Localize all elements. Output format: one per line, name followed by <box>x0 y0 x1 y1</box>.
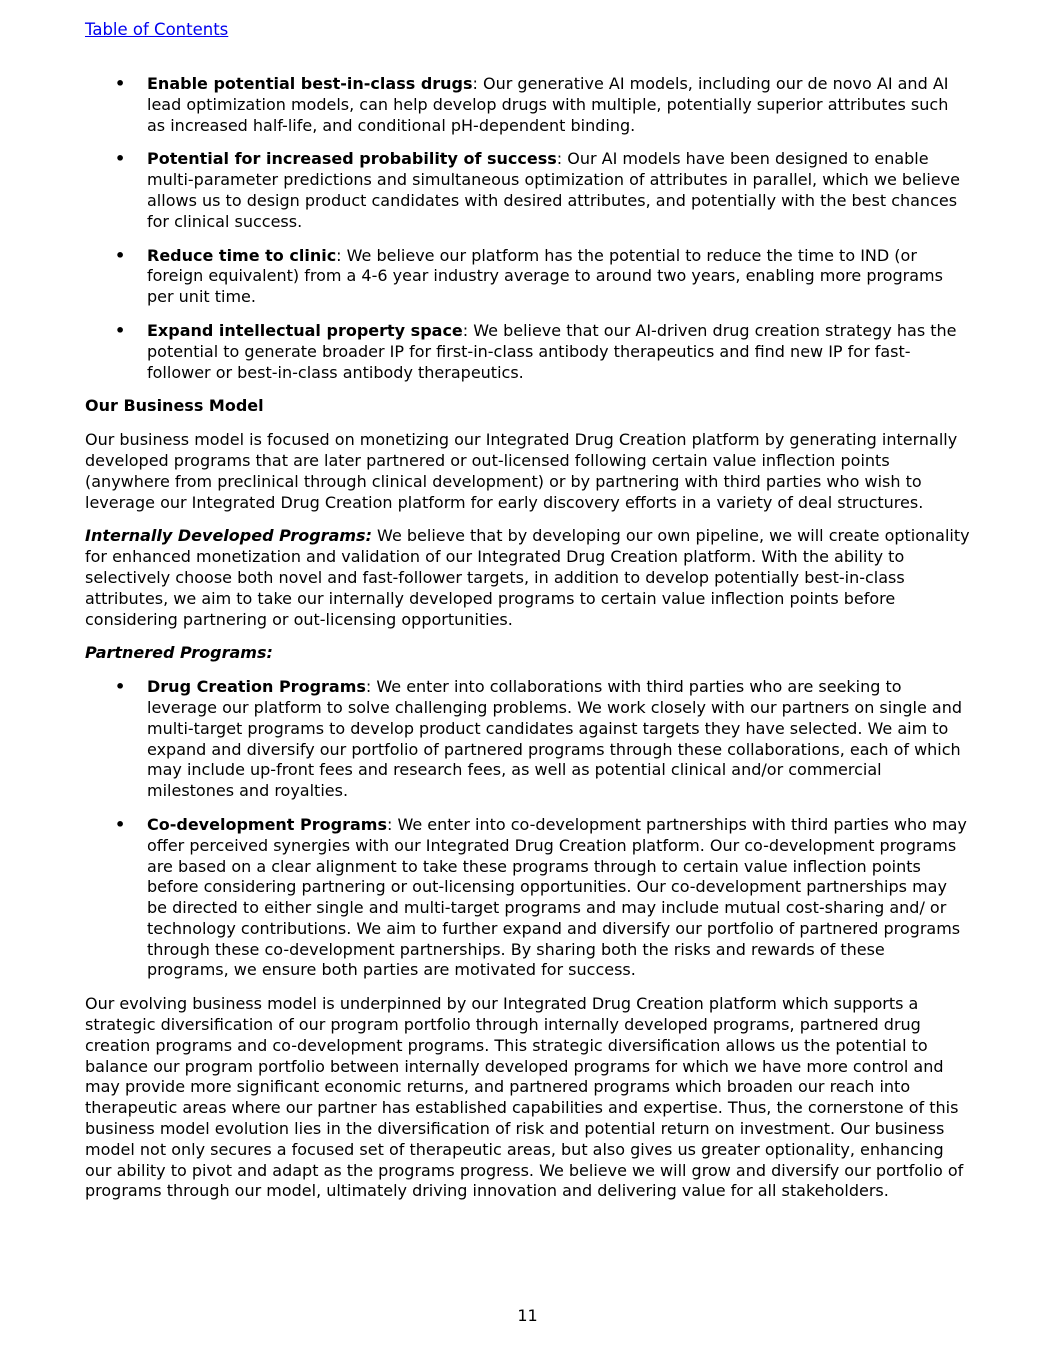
closing-paragraph: Our evolving business model is underpinned by our Integrated Drug Creation platform which supports a strategic diversification of our program portfolio through internally developed programs, partnered drug creation programs and co-development programs. This strategic diversification allows us the potential to balance our program portfolio between internally developed programs for which we have more control and may provide more significant economic returns, and partnered programs which broaden our reach into therapeutic areas where our partner has established capabilities and expertise. Thus, the cornerstone of this business model evolution lies in the diversification of risk and potential return on investment. Our business model not only secures a focused set of therapeutic areas, but also gives us greater optionality, enhancing our ability to pivot and adapt as the programs progress. We believe we will grow and diversify our portfolio of programs through our model, ultimately driving innovation and delivering value for all stakeholders. <box>85 994 964 1201</box>
bullet-text: : Our generative AI models, including our de novo AI and AI lead optimization models, can help develop drugs with multiple, potentially superior attributes such as increased half-life, and conditional pH-dependent binding. <box>147 74 949 135</box>
page-number: 11 <box>517 1306 538 1325</box>
bullet-icon: • <box>115 814 126 834</box>
list-item <box>85 74 970 136</box>
bullet-icon: • <box>115 74 126 93</box>
internally-developed-label: Internally Developed Programs: <box>85 526 372 546</box>
bullet-text: : Our AI models have been designed to enable multi-parameter predictions and simultaneous optimization of attributes in parallel, which we believe allows us to design product candidates with desired attributes, and potentially with the best chances for clinical success. <box>147 149 960 231</box>
list-item <box>85 149 970 232</box>
internally-developed-paragraph <box>85 526 970 630</box>
bullet-term: Expand intellectual property space <box>147 320 463 340</box>
bullet-text: : We enter into collaborations with third parties who are seeking to leverage our platform to solve challenging problems. We work closely with our partners on single and multi-target programs to develop product candidates against targets they have selected. We aim to expand and diversify our portfolio of partnered programs through these collaborations, each of which may include up-front fees and research fees, as well as potential clinical and/or commercial milestones and royalties. <box>147 677 962 801</box>
business-model-heading: Our Business Model <box>85 396 264 416</box>
bullet-text: : We believe our platform has the potential to reduce the time to IND (or foreign equivalent) from a 4-6 year industry average to around two years, enabling more programs per unit time. <box>147 245 943 307</box>
bullet-icon: • <box>115 245 126 265</box>
list-item <box>85 815 970 981</box>
bullet-term: Potential for increased probability of success <box>147 149 557 169</box>
business-model-intro: Our business model is focused on monetizing our Integrated Drug Creation platform by generating internally developed programs that are later partnered or out-licensed following certain value inflection points (anywhere from preclinical through clinical development) or by partnering with third parties who wish to leverage our Integrated Drug Creation platform for early discovery efforts in a variety of deal structures. <box>85 430 958 512</box>
bullet-term: Reduce time to clinic <box>147 245 337 265</box>
bullet-text: : We believe that our AI-driven drug creation strategy has the potential to generate broader IP for first-in-class antibody therapeutics and find new IP for fast-follower or best-in-class antibody therapeutics. <box>147 320 957 382</box>
bullet-icon: • <box>115 320 126 340</box>
table-of-contents-link[interactable]: Table of Contents <box>85 20 229 39</box>
partnered-bullet-list <box>85 677 970 981</box>
bullet-term: Enable potential best-in-class drugs <box>147 74 473 93</box>
internally-developed-text: We believe that by developing our own pipeline, we will create optionality for enhanced monetization and validation of our Integrated Drug Creation platform. With the ability to selectively choose both novel and fast-follower targets, in addition to develop potentially best-in-class attributes, we aim to take our internally developed programs to certain value inflection points before considering partnering or out-licensing opportunities. <box>85 526 970 629</box>
list-item <box>85 677 970 802</box>
bullet-icon: • <box>115 677 126 697</box>
advantages-bullet-list <box>85 74 970 383</box>
partnered-programs-heading: Partnered Programs: <box>85 643 273 663</box>
list-item <box>85 246 970 308</box>
bullet-term: Drug Creation Programs <box>147 677 366 697</box>
bullet-text: : We enter into co-development partnerships with third parties who may offer perceived synergies with our Integrated Drug Creation platform. Our co-development programs are based on a clear alignment to take these programs through to certain value inflection points before considering partnering or out-licensing opportunities. Our co-development partnerships may be directed to either single and multi-target programs and may include mutual cost-sharing and/ or technology contributions. We aim to further expand and diversify our portfolio of partnered programs through these co-development partnerships. By sharing both the risks and rewards of these programs, we ensure both parties are motivated for success. <box>147 814 967 980</box>
bullet-term: Co-development Programs <box>147 814 387 834</box>
page-content <box>85 74 970 1215</box>
list-item <box>85 321 970 383</box>
bullet-icon: • <box>115 149 126 169</box>
